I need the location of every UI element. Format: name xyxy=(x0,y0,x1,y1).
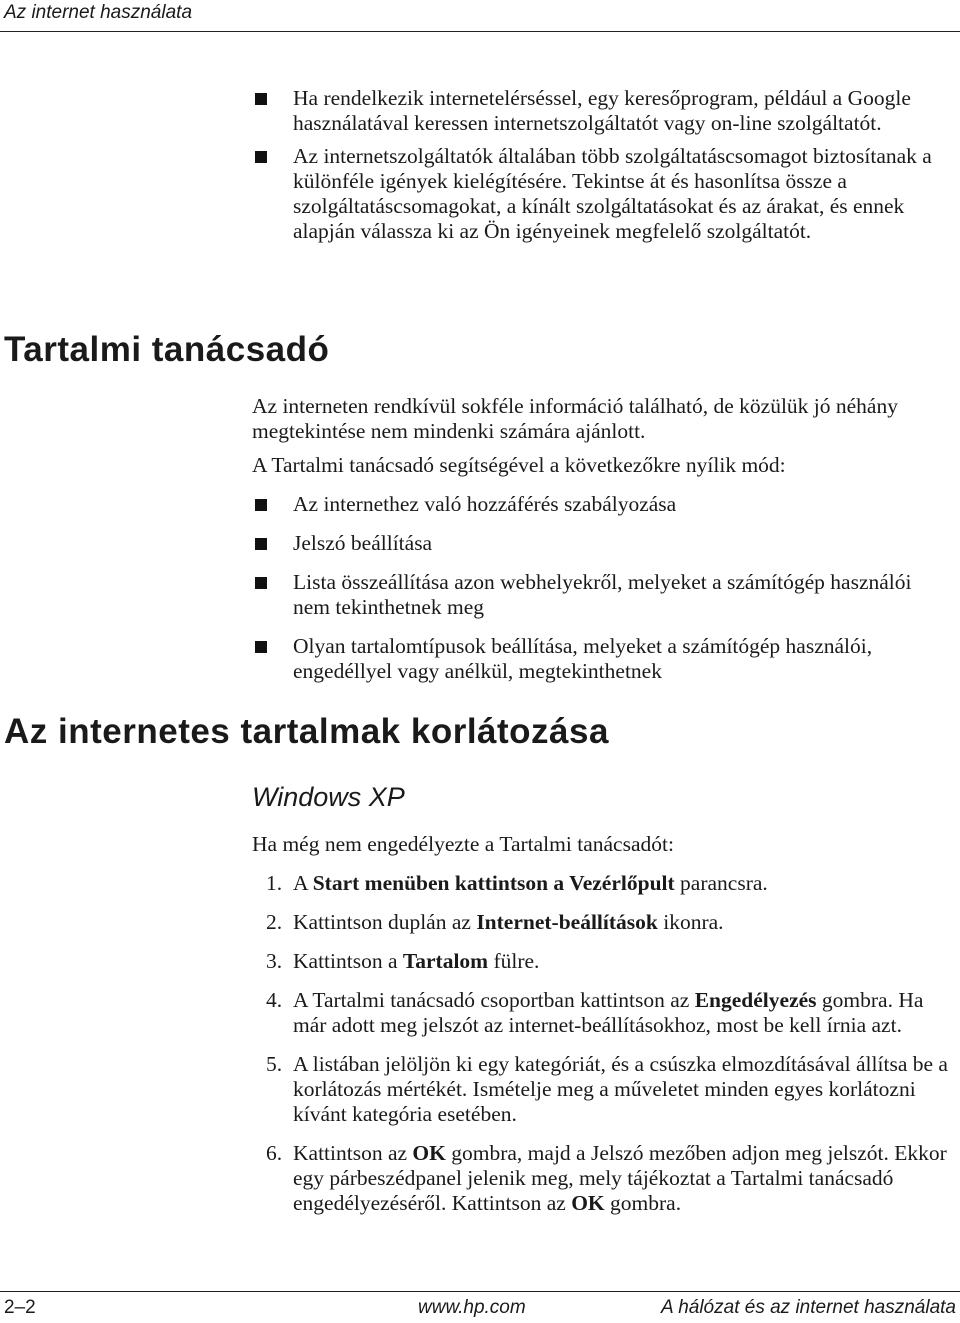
intro-bullet-list xyxy=(252,86,952,244)
step-emphasis: Start menüben kattintson a Vezérlőpult xyxy=(312,871,675,895)
step-item xyxy=(252,949,952,974)
running-header: Az internet használata xyxy=(4,2,193,23)
footer-url: www.hp.com xyxy=(418,1297,526,1318)
step-emphasis: Internet-beállítások xyxy=(476,910,658,934)
step-emphasis: Engedélyezés xyxy=(694,988,817,1012)
step-number: 1. xyxy=(266,871,283,895)
bullet-square-icon xyxy=(255,577,267,589)
step-emphasis: OK xyxy=(571,1191,605,1215)
bullet-square-icon xyxy=(255,538,267,550)
list-item xyxy=(252,492,952,517)
list-item-text: Ha rendelkezik internetelérséssel, egy keresőprogram, például a Google használatával keressen internetszolgáltatót vagy on-line szolgáltatót. xyxy=(293,86,911,135)
step-emphasis: Tartalom xyxy=(402,949,489,973)
step-text: A Tartalmi tanácsadó csoportban kattintson az Engedélyezés gombra. Ha már adott meg jelszót az internet-beállításokhoz, most be kell írnia azt. xyxy=(293,988,924,1037)
footer-rule xyxy=(0,1291,960,1292)
step-item xyxy=(252,1141,952,1216)
list-item-text: Az internetszolgáltatók általában több szolgáltatáscsomagot biztosítanak a különféle igények kielégítésére. Tekintse át és hasonlítsa össze a szolgáltatáscsomagokat, a kínált szolgáltatásokat és az árakat, és ennek alapján válassza ki az Ön igényeinek megfelelő szolgáltatót. xyxy=(293,144,932,243)
list-item xyxy=(252,570,952,620)
bullet-square-icon xyxy=(255,499,267,511)
section-heading-content-advisor: Tartalmi tanácsadó xyxy=(4,330,330,369)
list-item xyxy=(252,531,952,556)
step-number: 5. xyxy=(266,1052,283,1076)
step-item xyxy=(252,910,952,935)
list-item xyxy=(252,86,952,136)
step-text: Kattintson az OK gombra, majd a Jelszó mezőben adjon meg jelszót. Ekkor egy párbeszédpanel jelenik meg, mely tájékoztat a Tartalmi tanácsadó engedélyezéséről. Kattintson az OK gombra. xyxy=(293,1141,947,1215)
step-number: 6. xyxy=(266,1141,283,1165)
step-emphasis: OK xyxy=(412,1141,446,1165)
bullet-square-icon xyxy=(255,151,267,163)
step-item xyxy=(252,988,952,1038)
step-number: 2. xyxy=(266,910,283,934)
list-item-text: Jelszó beállítása xyxy=(293,531,433,555)
list-item-text: Olyan tartalomtípusok beállítása, melyeket a számítógép használói, engedéllyel vagy anélkül, megtekinthetnek xyxy=(293,634,873,683)
step-text: A listában jelöljön ki egy kategóriát, és a csúszka elmozdításával állítsa be a korlátozás mértékét. Ismételje meg a műveletet minden egyes korlátozni kívánt kategória esetében. xyxy=(293,1052,948,1126)
step-text: Kattintson a Tartalom fülre. xyxy=(293,949,540,973)
paragraph: A Tartalmi tanácsadó segítségével a következőkre nyílik mód: xyxy=(252,453,786,477)
step-text: A Start menüben kattintson a Vezérlőpult parancsra. xyxy=(293,871,768,895)
section-heading-restrict-content: Az internetes tartalmak korlátozása xyxy=(4,712,609,751)
footer-chapter-title: A hálózat és az internet használata xyxy=(660,1297,956,1318)
step-item xyxy=(252,1052,952,1127)
bullet-square-icon xyxy=(255,93,267,105)
page-number: 2–2 xyxy=(4,1297,36,1318)
step-number: 4. xyxy=(266,988,283,1012)
step-text: Kattintson duplán az Internet-beállítások ikonra. xyxy=(293,910,724,934)
header-rule xyxy=(0,31,960,32)
subheading-windows-xp: Windows XP xyxy=(252,782,405,812)
bullet-square-icon xyxy=(255,641,267,653)
list-item xyxy=(252,144,952,244)
list-item-text: Az internethez való hozzáférés szabályozása xyxy=(293,492,677,516)
numbered-steps xyxy=(252,871,952,1216)
paragraph: Ha még nem engedélyezte a Tartalmi tanácsadót: xyxy=(252,832,674,856)
step-item xyxy=(252,871,952,896)
list-item-text: Lista összeállítása azon webhelyekről, melyeket a számítógép használói nem tekinthetnek meg xyxy=(293,570,912,619)
paragraph: Az interneten rendkívül sokféle információ található, de közülük jó néhány megtekintése nem mindenki számára ajánlott. xyxy=(252,394,898,443)
step-number: 3. xyxy=(266,949,283,973)
restrict-content-body xyxy=(252,832,952,1230)
list-item xyxy=(252,634,952,684)
content-advisor-body xyxy=(252,394,952,684)
